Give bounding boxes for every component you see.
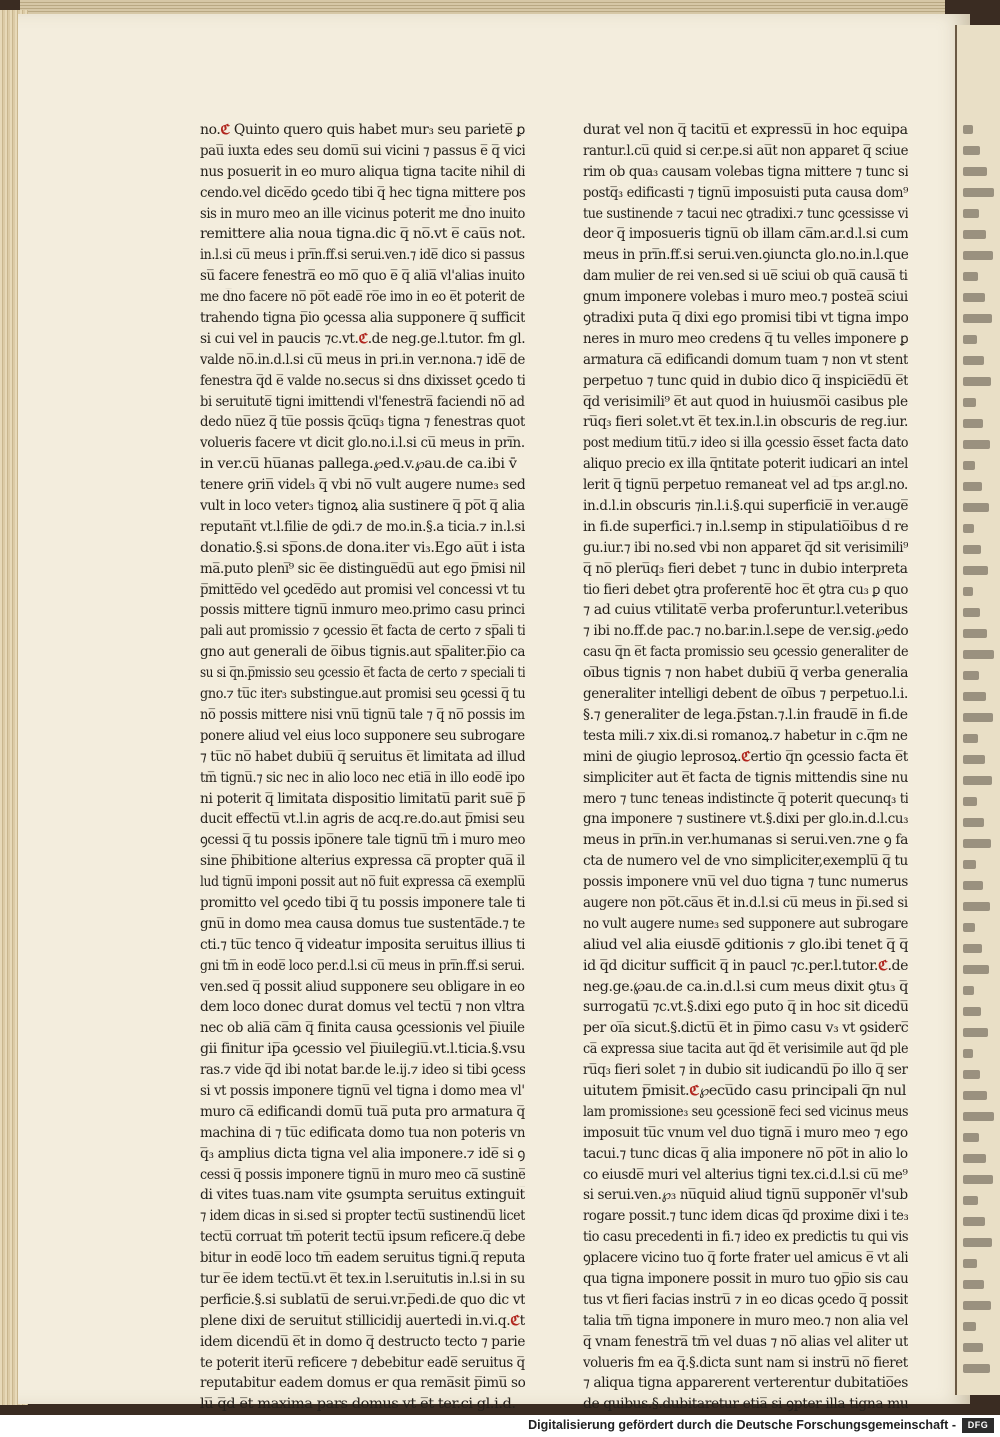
text-line: aliud vel alia eiusde̅ ꝯditionis ⁊ glo.ibi tenet q̅ q̅ (583, 936, 908, 953)
text-line: ma̅.puto pleni̅⁹ sic e̅e distingue̅du̅ aut ego p̅misi nil (200, 560, 525, 577)
text-line: bi seruitute̅ tigni imittendi vl'fenestra̅ faciendi no̅ ad (200, 393, 525, 410)
text-line: gii finitur ip̅a ꝯcessio vel p̅iuilegiu̅.vt.l.ticia.§.vsu (200, 1041, 525, 1058)
text-line: testa mili.⁊ xix.di.si romanoꝝ.⁊ habetur in c.q̅m ne (583, 727, 908, 744)
text-line: rim ob qua₃ causam volebas tigna mittere ⁊ tunc si (583, 163, 908, 180)
footer-bar (0, 1415, 1000, 1437)
text-line: possis mittere tignu̅ inmuro meo.primo casu princi (200, 602, 525, 619)
text-line: cti.⁊ tu̅c tenco q̅ videatur imposita seruitus illius ti (200, 936, 525, 953)
text-line: si serui.ven.℘₃ nu̅quid aliud tignu̅ suppone̅r vl'sub (583, 1187, 908, 1204)
text-line: q̅ no̅ pleru̅q₃ fieri debet ⁊ tunc in dubio interpreta (583, 560, 908, 577)
rubric-mark: ℭ (220, 122, 230, 138)
text-line: augere non po̅t.ca̅us e̅t in.d.l.si cu̅ meus in p̅i.sed si (583, 894, 908, 911)
text-line: q̅d verisimili⁹ e̅t aut quod in huiusmo̅i casibus ple (583, 393, 908, 410)
text-line: gno.⁊ tu̅c iter₃ substingue.aut promisi seu ꝯcessi q̅ tu (200, 686, 525, 703)
text-line: armatura ca̅ edificandi domum tuam ⁊ non vt stent (583, 351, 908, 368)
text-line: de quibus.§.dubitaretur etia̅ si ꝯpter illa tigna mu (583, 1396, 908, 1413)
text-line: tue sustinende ⁊ tacui nec ꝯtradixi.⁊ tunc ꝯcessisse vi (583, 205, 908, 222)
text-line: si cui vel in paucis ⁊c.vt.ℭ.de neg.ge.l.tutor. fm gl. (200, 330, 525, 347)
rubric-mark: ℭ (689, 1082, 700, 1099)
text-line: gna imponere ⁊ sustinere vt.§.dixi per glo.in.d.l.cu₃ (583, 811, 908, 828)
text-line: lam promissione₃ seu ꝯcessione̅ feci sed vicinus meus (583, 1103, 908, 1120)
text-line: sine p̅hibitione alterius expressa ca̅ propter qua̅ il (200, 853, 525, 870)
rubric-mark: ℭ (510, 1312, 520, 1329)
text-line: si vt possis imponere tignu̅ vel tigna i domo mea vl' (200, 1082, 525, 1099)
text-line: ⁊ idem dicas in si.sed si propter tectu̅ sustinendu̅ licet (200, 1208, 525, 1225)
text-line: §.⁊ generaliter de lega.p̅stan.⁊.l.in fraude̅ in fi.de (583, 706, 908, 723)
text-line: in fi.de superfici.⁊ in.l.semp in stipulatio̅ibus d̅ re (583, 518, 908, 535)
text-line: cessi q̅ possis imponere tignu̅ in muro meo ca̅ sustine̅ (200, 1166, 525, 1183)
text-line: co eiusde̅ muri vel alterius tigni tex.ci.d.l.si cu̅ me⁹ (583, 1166, 908, 1183)
text-line: ⁊ tu̅c no̅ habet dubiu̅ q̅ seruitus e̅t limitata ad illud (200, 748, 525, 765)
text-line: ⁊ aliqua tigna apparerent verterentur dubitatio̅es (583, 1375, 908, 1392)
text-line: ven.sed q̅ possit aliud supponere seu obligare in eo (200, 978, 525, 995)
text-line: no.ℭ Quinto quero quis habet mur₃ seu pariete̅ ꝑ (200, 122, 525, 138)
text-line: ras.⁊ vide q̅d ibi notat bar.de le.ij.⁊ ideo si tibi ꝯcess (200, 1062, 525, 1079)
text-line: lu̅ q̅d e̅t maxima pars domus vt e̅t ter.ci gl.i.d. (200, 1396, 516, 1413)
text-line: neg.ge.℘au.de ca.in.d.l.si cum meus dixit ꝯtu₃ q̅ (583, 978, 908, 995)
text-line: tacui.⁊ tunc dicas q̅ alia imponere no̅ po̅t in alio lo (583, 1145, 908, 1162)
text-line: casu q̅n e̅t facta promissio seu ꝯcessio generaliter de (583, 644, 908, 661)
text-line: gu.iur.⁊ ibi no.sed vbi non apparet q̅d sit verisimili⁹ (583, 539, 908, 556)
text-line: donatio.§.si sp̅ons.de dona.iter vi₃.Ego au̅t i ista (200, 539, 525, 556)
text-line: gnu̅ in domo mea causa domus tue sustenta̅de.⁊ te (200, 915, 525, 932)
text-line: muro ca̅ edificandi domu̅ tua̅ puta pro armatura q̅ (200, 1103, 525, 1120)
text-line: perficie.§.si sublatu̅ de serui.vr.p̅edi.de quo dic vt (200, 1291, 525, 1308)
text-line: ponere aliud vel eius loco supponere seu subrogare (200, 727, 525, 744)
text-line: trahendo tigna p̅io ꝯcessa alia supponere q̅ sufficit (200, 310, 525, 327)
text-line: per oi̅a sicut.§.dictu̅ e̅t in p̅imo casu v₃ vt ꝯsiderc̅ (583, 1020, 908, 1037)
text-line: fenestra q̅d e̅ valde no.secus si d̅ns dixisset ꝯcedo ti (200, 372, 525, 389)
text-line: q̅₃ amplius dicta tigna vel alia imponere.⁊ ide̅ si ꝯ (200, 1145, 525, 1162)
text-column-right (583, 120, 908, 1415)
funding-credit: Digitalisierung gefördert durch die Deutsche Forschungsgemeinschaft - (528, 1418, 956, 1432)
text-line: cta de numero vel de vno simpliciter,exemplu̅ q̅ tu (583, 853, 908, 870)
text-line: tio fieri debet ꝯtra proferente̅ hoc e̅t ꝯtra cu₃ ꝑ quo (583, 581, 908, 598)
text-line: durat vel non q̅ tacitu̅ et expressu̅ in hoc equipa (583, 122, 908, 138)
text-line: machina di ⁊ tu̅c edificata domo tua non poteris vn (200, 1124, 525, 1141)
text-line: bitur in eode̅ loco tm̅ eadem seruitus tigni.q̅ reputa (200, 1250, 525, 1267)
text-line: vult in loco veter₃ tignoꝝ alia sustinere q̅ po̅t q̅ alia (200, 498, 525, 515)
text-line: tenere ꝯrin̅ videl₃ q̅ vbi no̅ vult augere nume₃ sed (200, 477, 525, 494)
text-line: surrogatu̅ ⁊c.vt.§.dixi ego puto q̅ in hoc sit dicedu̅ (583, 999, 908, 1016)
text-line: reputabitur eadem domus er qua rema̅sit p̅imu̅ so (200, 1375, 525, 1392)
text-line: nus posuerit in eo muro aliqua tigna tacite nihil di (200, 163, 525, 180)
text-line: qua tigna imponere possit in muro tuo ꝯp̅io sis cau (583, 1270, 908, 1287)
text-line: generaliter intelligi debent de oi̅bus ⁊ perpetuo.l.i. (583, 686, 908, 703)
rubric-mark: ℭ (358, 330, 368, 347)
text-line: remittere alia noua tigna.dic q̅ no̅.vt e̅ cau̅s not. (200, 226, 525, 243)
text-line: volueris fm ea q̅.§.dicta sunt nam si instru̅ no̅ fieret (583, 1354, 908, 1371)
text-line: me d̅no facere no̅ po̅t eade̅ ro̅e imo in eo e̅t poterit de (200, 289, 525, 306)
text-line: simpliciter aut e̅t facta de tignis mittendis sine nu (583, 769, 908, 786)
text-line: talia tm̅ tigna imponere in muro meo.⁊ non alia vel (583, 1312, 908, 1329)
rubric-mark: ℭ (741, 748, 751, 765)
text-line: oi̅bus tignis ⁊ non habet dubiu̅ q̅ verba generalia (583, 665, 908, 682)
text-line: meus in pri̅n.in ver.humanas si serui.ven.⁊ne ꝯ fa (583, 832, 908, 849)
text-line: perpetuo ⁊ tunc quid in dubio dico q̅ inspicie̅du̅ e̅t (583, 372, 908, 389)
text-line: in ver.cu̅ hu̅anas pallega.℘ed.v.℘au.de ca.ibi v̄ (200, 456, 517, 473)
text-line: pau̅ iuxta edes seu domu̅ sui vicini ⁊ passus e̅ q̅ vici (200, 142, 525, 159)
text-line: deor q̅ imposueris tignu̅ ob illam ca̅m.ar.d.l.si cum (583, 226, 908, 243)
text-line: id q̅d dicitur sufficit q̅ in paucl ⁊c.per.l.tutor.ℭ.de (583, 957, 908, 974)
text-line: gnum imponere volebas i muro meo.⁊ postea̅ sciui (583, 289, 908, 306)
text-line: in.d.l.in obscuris ⁊in.l.i.§.qui superficie̅ in ver.auge̅ (583, 498, 908, 515)
facing-page-edge (955, 25, 1000, 1395)
text-line: tectu̅ corruat tm̅ poterit tectu̅ ipsum reficere.q̅ debe (200, 1229, 525, 1246)
text-line: ca̅ expressa siue tacita aut q̅d e̅t verisimile aut q̅d ple (583, 1041, 908, 1058)
text-line: mero ⁊ tunc teneas indistincte q̅ poterit quecunq₃ ti (583, 790, 908, 807)
text-line: neres in muro meo credens q̅ tu velles imponere ꝑ (583, 330, 908, 347)
text-line: uitutem p̅misit.ℭ℘ecu̅do casu principali q̅n nul (583, 1082, 906, 1099)
text-line: cendo.vel dice̅do ꝯcedo tibi q̅ hec tigna mittere pos (200, 184, 525, 201)
text-line: possis imponere vnu̅ vel duo tigna ⁊ tunc numerus (583, 874, 908, 891)
text-line: ꝯcessi q̅ tu possis ipo̅nere tale tignu̅ tm̅ i muro meo (200, 832, 525, 849)
text-line: tio casu precedenti in fi.⁊ ideo ex predictis tu qui vis (583, 1229, 908, 1246)
dfg-logo: DFG (962, 1418, 994, 1433)
text-line: imposuit tu̅c vnum vel duo tigna̅ i muro meo ⁊ ego (583, 1124, 908, 1141)
text-line: valde no̅.in.d.l.si cu̅ meus in pri.in ver.nona.⁊ ide̅ de (200, 351, 525, 368)
text-line: rogare possit.⁊ tunc idem dicas q̅d proxime dixi i te₃ (583, 1208, 908, 1225)
text-line: ⁊ ibi no.ff.de pac.⁊ no.bar.in.l.sepe de ver.sig.℘edo (583, 623, 908, 640)
text-line: no vult augere nume₃ sed supponere aut subrogare (583, 915, 908, 932)
text-line: plene dixi de seruitut̅ stillicidij auertedi in.vi.q.ℭt (200, 1312, 525, 1329)
text-line: ꝯtradixi puta q̅ dixi ego promisi tibi vt tigna impo (583, 310, 908, 327)
text-line: su si q̅n.p̅missio seu ꝯcessio e̅t facta de certo ⁊ speciali ti (200, 665, 525, 682)
text-line: aliquo precio ex illa q̅ntitate poterit iudicari an intel (583, 456, 908, 473)
text-line: tur e̅e idem tectu̅.vt e̅t tex.in l.seruitutis in.l.si in su (200, 1270, 525, 1287)
text-line: mini de ꝯiugio leprosoꝝ.ℭertio q̅n ꝯcessio facta e̅t (583, 748, 908, 765)
text-line: di vites tuas.nam vite ꝯsumpta seruitus extinguit̅ (200, 1187, 525, 1204)
text-line: ni poterit q̅ limitata dispositio limitatu̅ parit sue̅ p̅ (200, 790, 525, 807)
text-line: lerit q̅ tignu̅ perpetuo remaneat vel ad t̅ps ar.gl.no. (583, 477, 908, 494)
text-line: dam mulier de rei ven.sed si ue̅ sciui ob qua̅ causa̅ ti (583, 268, 908, 285)
text-line: no̅ possis mittere nisi vnu̅ tignu̅ tale ⁊ q̅ no̅ possis im (200, 706, 525, 723)
text-line: ru̅q₃ fieri solet ⁊ in dubio sit iudicandu̅ p̅o illo q̅ ser (583, 1062, 908, 1079)
text-line: dedo nu̅ez q̅ tu̅e possis q̅cu̅q₃ tigna ⁊ fenestras quot (200, 414, 525, 431)
text-line: gno aut generali de o̅ibus tignis.aut sp̅aliter.p̅io ca (200, 644, 525, 661)
text-line: ꝯplacere vicino tuo q̅ forte frater uel amicus e̅ vt ali (583, 1250, 908, 1267)
text-line: reputan̅t vt.l.filie de ꝯdi.⁊ de mo.in.§.a ticia.⁊ in.l.si (200, 518, 525, 535)
text-line: in.l.si cu̅ meus i pri̅n.ff.si serui.ven.⁊ ide̅ dico si passus (200, 247, 525, 264)
text-line: lud tignu̅ imponi possit aut no̅ fuit expressa ca̅ exemplu̅ (200, 874, 525, 891)
text-line: te poterit iteru̅ reficere ⁊ debebitur eade̅ seruitus q̅ (200, 1354, 525, 1371)
text-line: postq̅₃ edificasti ⁊ tignu̅ imposuisti puta causa dom⁹ (583, 184, 908, 201)
text-line: idem dicendu̅ e̅t in domo q̅ destructo tecto ⁊ parie (200, 1333, 525, 1350)
text-line: p̅mitte̅do vel ꝯcede̅do aut promisi vel concessi vt tu (200, 581, 525, 598)
text-line: q̅ vnam fenestra̅ tm̅ vel duas ⁊ no̅ alias vel aliter ut (583, 1333, 908, 1350)
text-line: ducit effectu̅ vt.l.in agris de acq.re.do.aut p̅misi seu (200, 811, 525, 828)
text-line: tm̅ tignu̅.⁊ sic nec in alio loco nec etia̅ in illo eode̅ ipo (200, 769, 525, 786)
text-line: dem loco donec durat domus vel tectu̅ ⁊ non vltra (200, 999, 525, 1016)
text-line: volueris facere vt dicit glo.no.i.l.si cu̅ meus in pri̅n. (200, 435, 525, 452)
text-line: ru̅q₃ fieri solet.vt e̅t tex.in.l.in obscuris de reg.iur. (583, 414, 908, 431)
text-line: rantur.l.cu̅ quid si cer.pe.si au̅t non apparet q̅ sciue (583, 142, 908, 159)
text-line: post medium titu̅.⁊ ideo si illa ꝯcessio e̅sset facta dato (583, 435, 908, 452)
text-line: sis in muro meo an ille vicinus poterit me d̅no inuito (200, 205, 525, 222)
text-line: su̅ facere fenestra̅ eo mo̅ quo e̅ q̅ alia̅ vl'alias inuito (200, 268, 525, 285)
text-line: tus vt fieri facias instru̅ ⁊ in eo dicas ꝯcedo q̅ possit (583, 1291, 908, 1308)
text-line: nec ob alia̅ ca̅m q̅ finita causa ꝯcessionis vel p̅iuile (200, 1020, 525, 1037)
text-line: pali aut promissio ⁊ ꝯcessio e̅t facta de certo ⁊ sp̅ali ti (200, 623, 525, 640)
text-line: ⁊ ad cuius vtilitate̅ verba proferuntur.l.veteribus (583, 602, 908, 619)
text-line: meus in pri̅n.ff.si serui.ven.ꝯiuncta glo.no.in.l.que (583, 247, 908, 264)
text-line: promitto vel ꝯcedo tibi q̅ tu possis imponere tale ti (200, 894, 525, 911)
text-line: gni tm̅ in eode̅ loco per.d.l.si cu̅ meus in pri̅n.ff.si serui. (200, 957, 525, 974)
rubric-mark: ℭ (877, 957, 888, 974)
text-column-left (200, 120, 525, 1415)
